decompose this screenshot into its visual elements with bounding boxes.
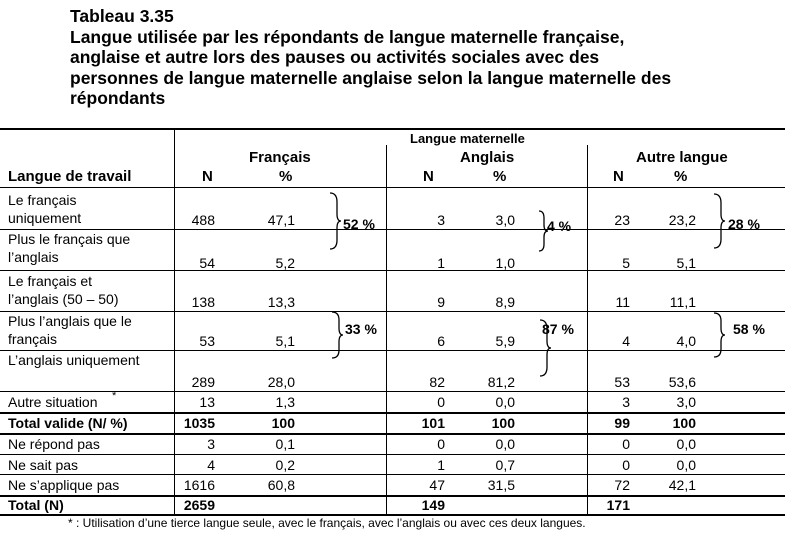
cell-n: 101 xyxy=(421,415,445,431)
row-rule xyxy=(0,229,785,230)
row-rule xyxy=(0,391,785,392)
cell-n: 1616 xyxy=(183,477,215,493)
cell-pct: 1,0 xyxy=(495,255,515,271)
col-header-anglais: Anglais xyxy=(460,149,515,166)
cell-pct: 42,1 xyxy=(668,477,696,493)
cell-n: 149 xyxy=(421,497,445,513)
cell-pct: 31,5 xyxy=(487,477,515,493)
brace-icon xyxy=(330,311,344,359)
subtotal-label: 28 % xyxy=(728,216,760,232)
cell-pct: 0,0 xyxy=(495,436,515,452)
cell-n: 1 xyxy=(437,255,445,271)
row-label: Total (N) xyxy=(8,497,64,513)
row-label: Plus l’anglais que le xyxy=(8,313,132,329)
cell-n: 289 xyxy=(191,374,215,390)
cell-pct: 0,7 xyxy=(495,457,515,473)
cell-pct: 28,0 xyxy=(267,374,295,390)
subtotal-label: 33 % xyxy=(345,321,377,337)
cell-n: 53 xyxy=(199,333,215,349)
cell-n: 2659 xyxy=(183,497,215,513)
cell-n: 1035 xyxy=(183,415,215,431)
cell-n: 171 xyxy=(606,497,630,513)
row-label: Plus le français que xyxy=(8,231,131,247)
title-line: répondants xyxy=(70,88,166,108)
table-number: Tableau 3.35 xyxy=(70,6,174,26)
cell-n: 5 xyxy=(622,255,630,271)
cell-pct: 5,2 xyxy=(275,255,295,271)
cell-pct: 5,1 xyxy=(275,333,295,349)
title-line: anglaise et autre lors des pauses ou activités sociales avec des xyxy=(70,47,600,67)
cell-pct: 100 xyxy=(672,415,696,431)
row-label: Ne répond pas xyxy=(8,436,100,452)
pct-header: % xyxy=(493,168,507,185)
pct-header: % xyxy=(674,168,688,185)
title-line: personnes de langue maternelle anglaise selon la langue maternelle des xyxy=(70,67,672,88)
row-rule xyxy=(0,311,785,312)
brace-icon xyxy=(712,193,726,249)
cell-n: 0 xyxy=(437,436,445,452)
cell-pct: 0,0 xyxy=(676,457,696,473)
cell-n: 3 xyxy=(437,212,445,228)
col-header-francais: Français xyxy=(249,149,311,166)
cell-n: 0 xyxy=(622,457,630,473)
row-label: uniquement xyxy=(8,210,82,226)
cell-pct: 3,0 xyxy=(495,212,515,228)
cell-pct: 47,1 xyxy=(267,212,295,228)
row-label: Total valide (N/ %) xyxy=(8,415,128,431)
n-header: N xyxy=(613,168,624,185)
group-header: Langue maternelle xyxy=(410,131,525,146)
row-label: Ne s’applique pas xyxy=(8,477,120,493)
cell-pct: 11,1 xyxy=(669,294,696,310)
cell-n: 23 xyxy=(614,212,630,228)
cell-n: 4 xyxy=(622,333,630,349)
cell-pct: 100 xyxy=(271,415,295,431)
cell-n: 72 xyxy=(614,477,630,493)
footnote-marker: * xyxy=(112,390,117,402)
subtotal-label: 52 % xyxy=(343,216,375,232)
cell-pct: 0,0 xyxy=(676,436,696,452)
cell-n: 47 xyxy=(429,477,445,493)
row-rule xyxy=(0,350,785,351)
pct-header: % xyxy=(279,168,293,185)
row-rule xyxy=(0,495,785,497)
cell-n: 9 xyxy=(437,294,445,310)
cell-pct: 100 xyxy=(491,415,515,431)
cell-pct: 3,0 xyxy=(676,394,696,410)
row-rule xyxy=(0,474,785,475)
column-rule xyxy=(386,145,387,515)
cell-pct: 53,6 xyxy=(668,374,696,390)
subtotal-label: 4 % xyxy=(547,218,572,234)
cell-pct: 23,2 xyxy=(668,212,696,228)
cell-n: 99 xyxy=(614,415,630,431)
subtotal-label: 87 % xyxy=(542,321,574,337)
row-rule xyxy=(0,433,785,435)
cell-pct: 4,0 xyxy=(676,333,696,349)
cell-n: 54 xyxy=(199,255,215,271)
row-label: l’anglais xyxy=(8,249,59,265)
col-header-autre: Autre langue xyxy=(636,149,728,166)
cell-pct: 0,0 xyxy=(495,394,515,410)
cell-n: 13 xyxy=(199,394,215,410)
row-label: Ne sait pas xyxy=(8,457,79,473)
cell-n: 11 xyxy=(615,294,630,310)
cell-n: 82 xyxy=(429,374,445,390)
cell-pct: 81,2 xyxy=(487,374,515,390)
cell-pct: 5,9 xyxy=(495,333,515,349)
cell-n: 53 xyxy=(614,374,630,390)
brace-icon xyxy=(328,192,342,250)
row-label: L’anglais uniquement xyxy=(8,352,140,368)
row-label: Le français xyxy=(8,192,77,208)
subtotal-label: 58 % xyxy=(733,321,765,337)
row-label: l’anglais (50 – 50) xyxy=(8,291,119,307)
brace-icon xyxy=(712,312,726,358)
row-label: français xyxy=(8,331,58,347)
cell-pct: 8,9 xyxy=(495,294,515,310)
cell-n: 3 xyxy=(622,394,630,410)
n-header: N xyxy=(202,168,213,185)
cell-n: 488 xyxy=(191,212,215,228)
header-bottom-rule xyxy=(0,187,785,188)
table-top-rule xyxy=(0,128,785,130)
cell-n: 6 xyxy=(437,333,445,349)
cell-n: 3 xyxy=(207,436,215,452)
cell-pct: 5,1 xyxy=(676,255,696,271)
n-header: N xyxy=(423,168,434,185)
cell-n: 4 xyxy=(207,457,215,473)
row-rule xyxy=(0,412,785,414)
title-line: Langue utilisée par les répondants de langue maternelle française, xyxy=(70,26,625,47)
cell-pct: 0,2 xyxy=(275,457,295,473)
cell-n: 0 xyxy=(622,436,630,452)
cell-n: 138 xyxy=(191,294,215,310)
cell-pct: 1,3 xyxy=(275,394,295,410)
cell-pct: 13,3 xyxy=(267,294,295,310)
row-header: Langue de travail xyxy=(8,168,132,185)
row-label: Autre situation xyxy=(8,394,98,410)
cell-n: 0 xyxy=(437,394,445,410)
cell-pct: 60,8 xyxy=(267,477,295,493)
row-rule xyxy=(0,454,785,455)
row-label: Le français et xyxy=(8,273,93,289)
cell-pct: 0,1 xyxy=(275,436,295,452)
footnote: * : Utilisation d’une tierce langue seule, avec le français, avec l’anglais ou avec ces deux langues. xyxy=(68,516,586,530)
cell-n: 1 xyxy=(437,457,445,473)
